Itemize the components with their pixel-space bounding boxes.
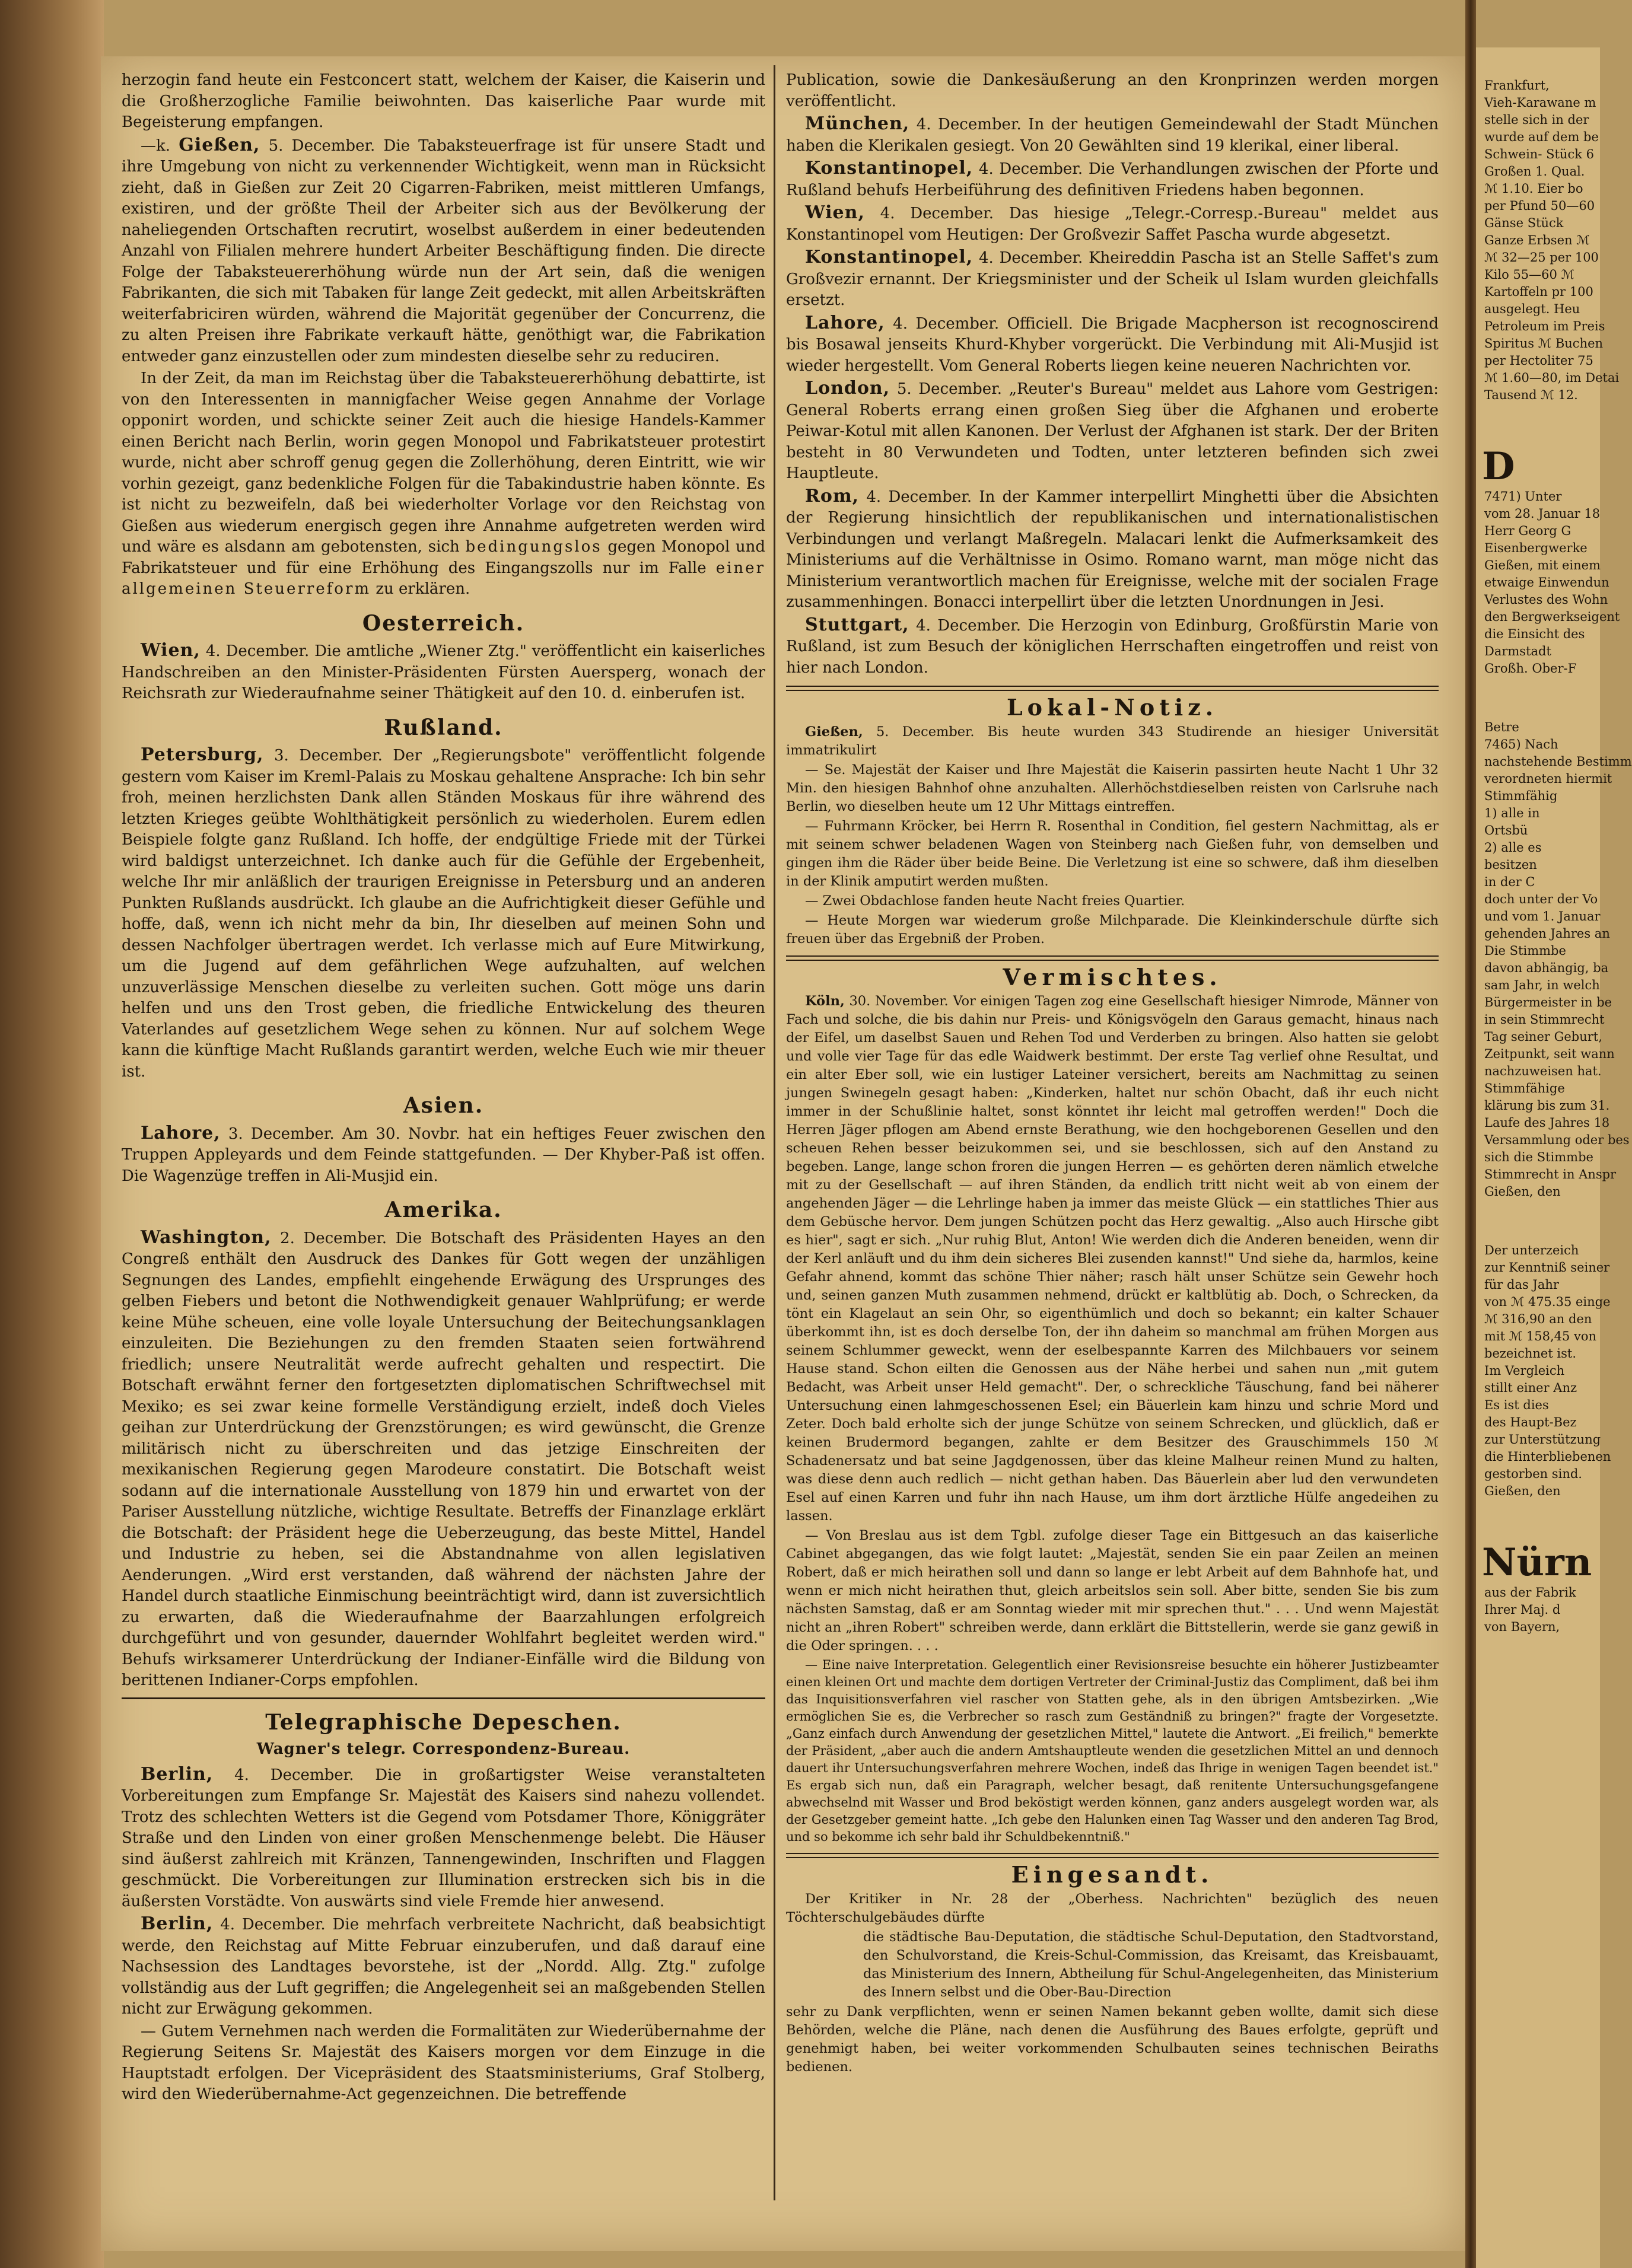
next-page-line: davon abhängig, ba [1484,961,1609,975]
emphasis-text: bedingungslos [465,538,602,556]
article-text: gegen Monopol und Fabrikatsteuer und für eine Erhöhung des Eingangszolls nur im Falle [122,538,765,577]
next-page-line: nachzuweisen hat. [1484,1064,1602,1078]
eingesandt-list: die städtische Bau-Deputation, die städtische Schul-Deputation, den Stadtvorstand, den Schulvorstand, die Kreis-Schul-Commission, das Kreisamt, das Kreisbauamt, das Ministerium des Innern, Abtheilung für Schul-Angelegenheiten, das Ministerium des Innern selbst und die Ober-Bau-Direction [863,1929,1439,2000]
next-page-line: Stimmrecht in Anspr [1484,1167,1617,1181]
next-page-line: Bürgermeister in be [1484,995,1612,1009]
next-page-market-block [1476,77,1620,404]
next-page-line: verordneten hiermit [1484,772,1612,786]
article-koeln [786,992,1439,1525]
article-wien-2 [786,202,1439,246]
dateline-place: Wien, [141,640,201,661]
eingesandt-intro: Der Kritiker in Nr. 28 der „Oberhess. Nachrichten" bezüglich des neuen Töchterschulgebäudes dürfte [786,1891,1439,1925]
article-text: 4. December. Die amtliche „Wiener Ztg." veröffentlicht ein kaiserliches Handschreiben an den Minister-Präsidenten Fürsten Auersperg, wonach der Reichsrath zur Wiederaufnahme seiner Thätigkeit auf den 10. d. einberufen ist. [122,642,766,702]
section-heading-asien: Asien. [403,1093,484,1118]
dateline-place: München, [805,113,910,134]
next-page-line: den Bergwerkseigent [1484,610,1620,624]
dateline-place: Lahore, [141,1122,221,1143]
article-text: In der Zeit, da man im Reichstag über die Tabaksteuererhöhung debattirte, ist von den Interessenten in mannigfacher Weise gegen Annahme der Vorlage opponirt worden, und schickte seiner Zeit auch die hiesige Handels-Kammer einen Bericht nach Berlin, worin gegen Monopol und Fabrikatsteuer protestirt wurde, nicht aber schroff genug gegen die Zollerhöhung, deren Eintritt, wie wir vorhin gezeigt, ganz bedenkliche Folgen für die Tabakindustrie haben könnte. Es ist nicht zu bezweifeln, daß bei wiederholter Vorlage vor den Reichstag von Gießen aus wiederum energisch gegen ihre Annahme aufgetreten werden wird und wäre es alsdann am gebotensten, sich [122,369,765,556]
section-heading-oesterreich: Oesterreich. [362,610,525,636]
next-page-line: Großen 1. Qual. [1484,164,1585,179]
dateline-place: Petersburg, [141,744,264,765]
next-page-headline: Nürn [1482,1540,1592,1585]
section-heading-eingesandt: Eingesandt. [1011,1861,1214,1888]
lokal-item: — Heute Morgen war wiederum große Milchparade. Die Kleinkinderschule dürfte sich freuen über das Ergebniß der Proben. [786,912,1439,947]
article-text: 4. December. Officiell. Die Brigade Macpherson ist recognoscirend bis Bosawal jenseits Khurd-Khyber vorgerückt. Die Verbindung mit Ali-Musjid ist wieder hergestellt. Vom General Roberts liegen keine neueren Nachrichten vor. [786,314,1439,375]
article-berlin-2 [122,1913,765,2020]
next-page-line: Stimmfähige [1484,1081,1565,1095]
article-text: 4. December. In der Kammer interpellirt Minghetti über die Absichten der Regierung hinsichtlich der republikanischen und internationalistischen Verbindungen und verlangt Maßregeln. Malacari lenkt die Aufmerksamkeit des Ministeriums auf die Verhältnisse in Osimo. Romano warnt, man möge nicht das Ministerium verantwortlich machen für Ereignisse, welche mit der socialen Frage zusammenhingen. Bonacci interpellirt über die letzten Unordnungen in Jesi. [786,488,1439,611]
dateline-place: Gießen, [805,724,863,740]
next-page-line: Kartoffeln pr 100 [1484,285,1593,299]
next-page-line: klärung bis zum 31. [1484,1098,1610,1113]
next-page-line: Vieh-Karawane m [1484,95,1596,110]
article-giessen-tax [122,135,765,368]
article-text: 5. December. „Reuter's Bureau" meldet aus Lahore vom Gestrigen: General Roberts errang einen großen Sieg über die Afghanen und eroberte Peiwar-Kotul mit allen Kanonen. Der Verlust der Afghanen ist stark. Der der Briten besteht in 80 Verwundeten und Todten, unter letzteren befinden sich zwei Hauptleute. [786,380,1439,482]
next-page-line: in sein Stimmrecht [1484,1012,1605,1027]
article-text: 4. December. Kheireddin Pascha ist an Stelle Saffet's zum Großvezir ernannt. Der Kriegsminister und der Scheik ul Islam wurden gleichfalls ersetzt. [786,249,1439,309]
dateline-place: Konstantinopel, [805,247,974,267]
column-right [786,70,1439,2078]
next-page-line: Im Vergleich [1484,1364,1565,1378]
article-konstantinopel-1 [786,158,1439,201]
next-page-line: Ortsbü [1484,823,1528,837]
dateline-place: Berlin, [141,1913,214,1934]
article-london [786,378,1439,485]
next-page-line: ℳ 316,90 an den [1484,1312,1592,1326]
lokal-item [786,723,1439,760]
next-page-line: stillt einer Anz [1484,1381,1577,1395]
next-page-line: ℳ 32—25 per 100 [1484,250,1599,265]
article-stuttgart [786,614,1439,679]
next-page-line: Gießen, den [1484,1184,1561,1199]
article-wien [122,640,765,705]
dateline-place: London, [805,378,890,399]
section-heading-vermischtes: Vermischtes. [1003,963,1222,990]
article-konstantinopel-2 [786,247,1439,311]
next-page-line: vom 28. Januar 18 [1484,507,1601,521]
article-naive-interpretation: — Eine naive Interpretation. Gelegentlich einer Revisionsreise besuchte ein höherer Justizbeamter einen kleinen Ort und machte dem dortigen Vertreter der Criminal-Justiz das Compliment, daß bei ihm das Inquisitionsverfahren viel rascher von Statten gehe, als in den übrigen Amtsbezirken. „Wie ermöglichen Sie es, die Verbrecher so rasch zum Geständniß zu bringen?" fragte der Vorgesetzte. „Ganz einfach durch Anwendung der gesetzlichen Mittel," lautete die Antwort. „Ei freilich," bemerkte der Präsident, „aber auch die andern Amtshauptleute wenden die gesetzlichen Mittel an und dennoch dauert ihr Untersuchungsverfahren mehrere Wochen, indeß das Ihrige in wenigen Tagen beendet ist." Es ergab sich nun, daß ein Paragraph, welcher besagt, daß renitente Untersuchungsgefangene abwechselnd mit Wasser und Brod beköstigt werden können, ganz anders ausgelegt worden war, als der Gesetzgeber gemeint hatte. „Ich gebe den Halunken einen Tag Wasser und den anderen Tag Brod, und so bekomme ich sehr bald ihr Schuldbekenntniß." [786,1658,1439,1844]
article-text: 5. December. Bis heute wurden 343 Studirende an hiesiger Universität immatrikulirt [786,724,1439,758]
article-muenchen [786,113,1439,157]
next-page-line: Gießen, den [1484,1484,1561,1498]
intro-paragraph: herzogin fand heute ein Festconcert statt, welchem der Kaiser, die Kaiserin und die Großherzogliche Familie beiwohnten. Das kaiserliche Paar wurde mit Begeisterung empfangen. [122,71,765,131]
next-page-line: 7471) Unter [1484,489,1562,504]
next-page-line: Petroleum im Preis [1484,319,1605,333]
emphasis-text: einer allgemeinen Steuerreform [122,559,765,598]
continued-paragraph: Publication, sowie die Dankesäußerung an den Kronprinzen werden morgen veröffentlicht. [786,71,1439,110]
dateline-place: Stuttgart, [805,614,909,635]
next-page-line: mit ℳ 158,45 von [1484,1329,1597,1343]
section-subheading: Wagner's telegr. Correspondenz-Bureau. [256,1740,631,1758]
next-page-line: die Einsicht des [1484,627,1585,641]
next-page-notice-block [1476,488,1620,677]
next-page-line: per Pfund 50—60 [1484,199,1595,213]
next-page-line: doch unter der Vo [1484,892,1598,906]
next-page-line: Verlustes des Wohn [1484,593,1608,607]
dateline-place: Rom, [805,485,860,507]
divider [122,1697,765,1699]
next-page-report-block [1476,1242,1611,1500]
article-text: 4. December. Das hiesige „Telegr.-Corresp.-Bureau" meldet aus Konstantinopel vom Heutigen: Der Großvezir Saffet Pascha wurde abgesetzt. [786,205,1439,244]
article-text: zu erklären. [376,580,470,598]
article-text: 4. December. Die mehrfach verbreitete Nachricht, daß beabsichtigt werde, den Reichstag auf Mitte Februar einzuberufen, und daß darauf eine Nachsession des Landtages bevorstehe, ist der „Nordd. Allg. Ztg." zufolge vollständig aus der Luft gegriffen; die Angelegenheit sei an maßgebenden Stellen nicht zur Erwägung gekommen. [122,1916,765,2018]
next-page-line: Der unterzeich [1484,1243,1579,1257]
next-page-line: von ℳ 475.35 einge [1484,1295,1611,1309]
article-berlin-1 [122,1764,765,1913]
article-text: 4. December. Die in großartigster Weise veranstalteten Vorbereitungen zum Empfange Sr. Majestät des Kaisers sind nahezu vollendet. Trotz des schlechten Wetters ist die Gegend vom Potsdamer Thore, Königgräter Straße und den Linden von einer großen Menschenmenge belebt. Die Häuser sind äußerst zahlreich mit Kränzen, Tannengewinden, Inschriften und Flaggen geschmückt. Die Vorbereitungen zur Illumination erstrecken sich bis in die äußersten Vorstädte. Von auswärts sind viele Fremde hier anwesend. [122,1766,765,1910]
next-page-line: und vom 1. Januar [1484,909,1601,923]
article-text: 4. December. Die Verhandlungen zwischen der Pforte und Rußland behufs Herbeiführung des definitiven Friedens haben begonnen. [786,160,1439,199]
next-page-line: von Bayern, [1484,1620,1560,1634]
next-page-line: sam Jahr, in welch [1484,978,1600,992]
next-page-letter: D [1482,444,1515,489]
next-page-edge [1476,47,1632,2268]
article-text: 5. December. Die Tabaksteuerfrage ist für unsere Stadt und ihre Umgebung von nicht zu verkennender Wichtigkeit, wenn man in Rücksicht zieht, daß in Gießen zur Zeit 20 Cigarren-Fabriken, meist mittleren Umfangs, existiren, und der größte Theil der Arbeiter sich aus der Bevölkerung der naheliegenden Ortschaften recrutirt, woselbst außerdem in einer bedeutenden Anzahl von Filialen mehrere hundert Arbeiter Beschäftigung finden. Die directe Folge der Tabaksteuererhöhung würde nun der Art sein, daß die wenigen Fabrikanten, die sich mit Tabaken für lange Zeit gedeckt, mit allen Arbeitskräften weiterfabriciren würden, während die Majorität gegenüber der Concurrenz, die zu alten Preisen ihre Fabrikate verkauft hätte, genöthigt war, die Fabrikation entweder ganz einzustellen oder zum mindesten dieselbe sehr zu reduciren. [122,136,765,365]
next-page-line: Es ist dies [1484,1398,1549,1412]
dateline-prefix: —k. [141,136,171,155]
next-page-line: 1) alle in [1484,806,1540,820]
next-page-line: für das Jahr [1484,1278,1559,1292]
page-gutter [1465,0,1476,2268]
next-page-line: Schwein- Stück 6 [1484,147,1594,161]
next-page-line: Kilo 55—60 ℳ [1484,267,1575,282]
next-page-line: etwaige Einwendun [1484,575,1609,590]
next-page-line: Die Stimmbe [1484,944,1566,958]
book-binding [0,0,104,2268]
next-page-line: aus der Fabrik [1484,1585,1576,1600]
next-page-line: Stimmfähig [1484,789,1558,803]
section-heading-russland: Rußland. [384,715,503,740]
section-heading-amerika: Amerika. [384,1197,502,1222]
dateline-place: Köln, [805,993,845,1009]
next-page-line: die Hinterbliebenen [1484,1450,1611,1464]
article-breslau: — Von Breslau aus ist dem Tgbl. zufolge dieser Tage ein Bittgesuch an das kaiserliche Cabinet abgegangen, das wie folgt lautet: „Majestät, senden Sie ein paar Zeilen an meinen Robert, daß er mich heirathen soll und dann so lange er lebt Arbeit auf dem Bahnhofe hat, und wenn er mich nicht heirathen thut, gleich arbeitslos sein soll. Aber bitte, senden Sie bis zum nächsten Samstag, daß er am Sonntag wieder mit mir sprechen thut." . . . Und wenn Majestät nicht an „ihren Robert" schreiben werde, dann erklärt die Bittstellerin, werde sie ganz gewiß in die Oder springen. . . . [786,1528,1439,1654]
divider [786,1853,1439,1858]
next-page-line: Gießen, mit einem [1484,558,1601,572]
next-page-line: nachstehende Bestimm [1484,754,1632,769]
next-page-line: Spiritus ℳ Buchen [1484,336,1604,351]
next-page-vote-block [1476,719,1632,1200]
article-text: 3. December. Am 30. Novbr. hat ein heftiges Feuer zwischen den Truppen Appleyards und dem Feinde stattgefunden. — Der Khyber-Paß ist offen. Die Wagenzüge treffen in Ali-Musjid ein. [122,1125,765,1185]
dateline-place: Konstantinopel, [805,158,974,179]
next-page-line: ℳ 1.10. Eier bo [1484,181,1583,196]
next-page-line: Darmstadt [1484,644,1551,658]
next-page-line: Ganze Erbsen ℳ [1484,233,1590,247]
lokal-block [786,723,1439,948]
next-page-line: stelle sich in der [1484,113,1589,127]
next-page-line: Betre [1484,720,1519,734]
next-page-line: Tausend ℳ 12. [1484,388,1578,402]
section-heading-telegraphische-depeschen: Telegraphische Depeschen. [265,1709,622,1735]
next-page-line: 2) alle es [1484,840,1542,855]
divider [786,686,1439,691]
article-giessen-tax-2 [122,368,765,600]
next-page-line: gestorben sind. [1484,1467,1582,1481]
divider [786,955,1439,961]
article-berlin-3: — Gutem Vernehmen nach werden die Formalitäten zur Wiederübernahme der Regierung Seitens Sr. Majestät des Kaisers morgen vor dem Einzuge in die Hauptstadt erfolgen. Der Vicepräsident des Staatsministeriums, Graf Stolberg, wird den Wiederübernahme-Act gegenzeichnen. Die betreffende [122,2022,765,2103]
section-heading-lokal-notiz: Lokal-Notiz. [1006,694,1219,721]
next-page-line: ℳ 1.60—80, im Detai [1484,371,1620,385]
dateline-place: Washington, [141,1227,272,1248]
article-rom [786,486,1439,613]
article-text: 30. November. Vor einigen Tagen zog eine Gesellschaft hiesiger Nimrode, Männer von Fach und solche, die bis dahin nur Preis- und Königsvögeln den Garaus gemacht, hinaus nach der Eifel, um daselbst Sauen und Rehen Tod und Verderben zu bringen. Also hatten sie gelobt und volle vier Tage für das edle Waidwerk bestimmt. Der erste Tag verlief ohne Resultat, und ein alter Eber soll, wie ein lustiger Lateiner versichert, bereits am Nachmittag zu seinen jungen Swinegeln gesagt haben: „Kinderken, haltet nur schön Obacht, daß ihr euch nicht immer in der Schußlinie haltet, sonst könntet ihr leicht mal getroffen werden!" Doch die Herren Jäger pflogen am Abend ernste Berathung, wie den hochgeborenen Gesellen und den scheuen Rehen besser beizukommen sei, und sie beschlossen, sich auf den Anstand zu begeben. Lange, lange schon froren die jungen Herren — es gehörten deren nämlich etwelche mit zu der Gesellschaft — auf ihren Ständen, da endlich tritt nicht weit ab von einem der angehenden Jäger — die Lehrlinge haben ja immer das meiste Glück — ein stattliches Thier aus dem Gebüsche hervor. Dem jungen Schützen pocht das Herz gewaltig. „Also auch Hirsche gibt es hier", sagt er sich. „Nur ruhig Blut, Anton! Wie werden dich die Anderen beneiden, wenn dir der Kerl anläuft und du ihm dein sicheres Blei zusenden kannst!" Und siehe da, harmlos, keine Gefahr ahnend, kommt das schöne Thier näher; rasch hält unser Schütze sein Gewehr hoch und, seinen ganzen Muth zusammen nehmend, drückt er kaltblütig ab. Doch, o Schrecken, da tönt ein Klagelaut an sein Ohr, so eigenthümlich und doch so bekannt; ein kalter Schauer überkommt ihn, ist es doch derselbe Ton, der ihn daheim so manchmal am frühen Morgen aus seinem Schlummer geweckt, wenn der eselbespannte Karren des Milchbauers vor seinem Hause stand. Schon eilten die Genossen aus der Nähe herbei und sahen nun „mit gutem Bedacht, was Arbeit unser Held gemacht". Der, o schreckliche Täuschung, fand bei näherer Untersuchung einen lahmgeschossenen Esel; ein Bäuerlein kam hinzu und schrie Mord und Zeter. Doch bald erholte sich der junge Schütze von seinem Schrecken, und glücklich, daß er keinen Brudermord begangen, zahlte er dem Besitzer des Grauschimmels 150 ℳ Schadenersatz und bat seine Jagdgenossen, über das kleine Malheur reinen Mund zu halten, was diese denn auch redlich — nicht gethan haben. Das Bäuerlein aber lud den verwundeten Esel auf einen Karren und fuhr ihn nach Hause, um ihm dort ärztliche Hülfe angedeihen zu lassen. [786,993,1439,1524]
dateline-place: Berlin, [141,1763,214,1785]
article-text: 4. December. Die Herzogin von Edinburg, Großfürstin Marie von Rußland, ist zum Besuch der königlichen Herrschaften eingetroffen und reist von hier nach London. [786,616,1439,677]
next-page-line: Herr Georg G [1484,524,1571,538]
eingesandt-block [786,1890,1439,2076]
next-page-line: zur Unterstützung [1484,1432,1601,1447]
lokal-item: — Fuhrmann Kröcker, bei Herrn R. Rosenthal in Condition, fiel gestern Nachmittag, als er mit seinem schwer beladenen Wagen von Steinberg nach Gießen fuhr, von demselben und gingen ihm die Räder über beide Beine. Die Verletzung ist eine so schwere, daß ihm dieselben in der Klinik amputirt werden mußten. [786,818,1439,889]
next-page-line: Ihrer Maj. d [1484,1603,1561,1617]
article-text: 3. December. Der „Regierungsbote" veröffentlicht folgende gestern vom Kaiser im Kreml-Palais zu Moskau gehaltene Ansprache: Ich bin sehr froh, meinen herzlichsten Dank allen Ständen Moskaus für ihre während des letzten Krieges geübte Wohlthätigkeit persönlich zu wiederholen. Eurem edlen Beispiele folgte ganz Rußland. Ich hoffe, der endgültige Friede mit der Türkei wird baldigst unterzeichnet. Ich danke auch für die Gefühle der Ergebenheit, welche Ihr mir anläßlich der traurigen Ereignisse in Petersburg und an anderen Punkten Rußlands ausdrückt. Ich glaube an die Aufrichtigkeit dieser Gefühle und hoffe, daß, wenn ich nicht mehr da bin, Ihr dieselben auf meinen Sohn und dessen Nachfolger übertragen werdet. Ich verlasse mich auf Eure Mitwirkung, um die Jugend auf dem gefährlichen Wege aufzuhalten, auf welchen unzuverlässige Menschen dieselbe zu verleiten suchen. Gott möge uns darin helfen und uns den Trost geben, die friedliche Entwickelung des theuren Vaterlandes auf gesetzlichem Wege sehen zu können. Nur auf solchem Wege kann die künftige Macht Rußlands garantirt werden, welche Euch wie mir theuer ist. [122,747,766,1081]
column-rule [774,65,775,2200]
article-petersburg [122,744,765,1082]
next-page-line: ausgelegt. Heu [1484,302,1580,316]
next-page-line: bezeichnet ist. [1484,1346,1577,1361]
next-page-line: 7465) Nach [1484,737,1558,751]
lokal-item: — Zwei Obdachlose fanden heute Nacht freies Quartier. [805,893,1185,909]
next-page-line: Tag seiner Geburt, [1484,1030,1602,1044]
dateline-place: Wien, [805,202,865,223]
next-page-line: Zeitpunkt, seit wann [1484,1047,1615,1061]
next-page-line: des Haupt-Bez [1484,1415,1577,1429]
article-text: 2. December. Die Botschaft des Präsidenten Hayes an den Congreß enthält den Ausdruck des Dankes für Gott wegen der unzähligen Segnungen des Landes, empfiehlt eingehende Erwägung des Ursprunges des gelben Fiebers und betont die Nothwendigkeit genauer Wahlprüfung; er werde keine Mühe scheuen, eine volle loyale Untersuchung der Beitechungsanklagen einzuleiten. Die Beziehungen zu den fremden Staaten seien fortwährend friedlich; unsere Neutralität werde aufrecht gehalten und respectirt. Die Botschaft erwähnt ferner den fortgesetzten diplomatischen Schriftwechsel mit Mexiko; es sei zwar keine formelle Verständigung erzielt, indeß doch Vieles geihan zur Unterdrückung der Grenzstörungen; es wird gewünscht, die Grenze militärisch nicht zu überschreiten und das jetzige Einschreiten der mexikanischen Regierung gegen Marodeure constatirt. Die Botschaft weist sodann auf die internationale Ausstellung von 1879 hin und erwartet von der Pariser Ausstellung nützliche, wichtige Resultate. Betreffs der Finanzlage erklärt die Botschaft: der Präsident hege die Ueberzeugung, das beste Mittel, Handel und Industrie zu heben, sei die Abstandnahme von allen legislativen Aenderungen. „Wird erst verstanden, daß während der nächsten Jahre der Handel durch staatliche Einmischung beeinträchtigt wird, dann ist zuversichtlich zu erwarten, daß die Wiederaufnahme der Baarzahlungen erfolgreich durchgeführt und von gesunder, dauernder Wohlfahrt begleitet werden wird." Behufs wirksamerer Unterdrückung der Indianer-Einfälle wird die Bildung von berittenen Indianer-Corps empfohlen. [122,1229,766,1689]
vermischtes-block [786,992,1439,1846]
eingesandt-end: sehr zu Dank verpflichten, wenn er seinen Namen bekannt geben wollte, damit sich diese Behörden, welche die Pläne, nach denen die Ausführung des Baues erfolgte, geprüft und genehmigt haben, bei weiter vorkommenden Schulbauten seines technischen Beiraths bedienen. [786,2003,1439,2075]
next-page-line: zur Kenntniß seiner [1484,1260,1610,1275]
article-lahore-1 [122,1123,765,1187]
next-page-line: Laufe des Jahres 18 [1484,1116,1610,1130]
article-text: 4. December. In der heutigen Gemeindewahl der Stadt München haben die Klerikalen gesiegt. Von 20 Gewählten sind 19 klerikal, einer liberal. [786,116,1439,155]
lokal-item: — Se. Majestät der Kaiser und Ihre Majestät die Kaiserin passirten heute Nacht 1 Uhr 32 Min. den hiesigen Bahnhof ohne anzuhalten. Allerhöchstdieselben reisten von Carlsruhe nach Berlin, wo dieselben heute um 12 Uhr Mittags eintreffen. [786,762,1439,814]
article-washington [122,1227,765,1692]
next-page-line: per Hectoliter 75 [1484,353,1593,368]
article-lahore-2 [786,313,1439,377]
next-page-line: Eisenbergwerke [1484,541,1588,555]
next-page-line: in der C [1484,875,1535,889]
next-page-line: Frankfurt, [1484,78,1550,93]
next-page-tail-block [1476,1584,1600,1636]
next-page-line: sich die Stimmbe [1484,1150,1593,1164]
dateline-place: Lahore, [805,312,885,333]
next-page-line: Großh. Ober-F [1484,661,1577,676]
next-page-line: wurde auf dem be [1484,130,1599,144]
next-page-line: Versammlung oder bes [1484,1133,1630,1147]
column-left [122,70,765,2107]
next-page-line: besitzen [1484,858,1537,872]
dateline-place: Gießen, [179,134,260,155]
next-page-line: gehenden Jahres an [1484,926,1610,941]
next-page-line: Gänse Stück [1484,216,1564,230]
